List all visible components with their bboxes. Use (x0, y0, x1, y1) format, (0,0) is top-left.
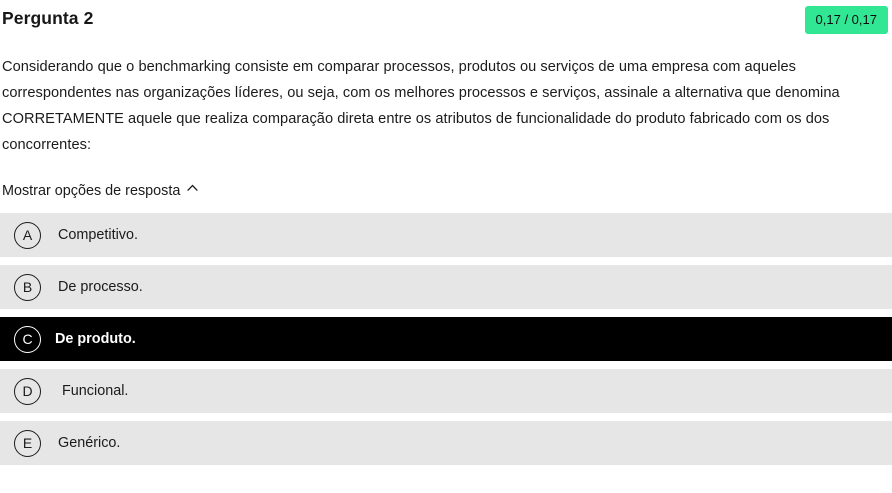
option-text: Genérico. (58, 435, 121, 451)
page-title: Pergunta 2 (2, 8, 94, 28)
option-text: Competitivo. (58, 227, 138, 243)
answer-options-list (0, 213, 892, 465)
option-letter: A (14, 222, 41, 249)
answer-option-c[interactable] (0, 317, 892, 361)
show-answer-options-toggle[interactable] (2, 183, 197, 199)
answer-option-a[interactable] (0, 213, 892, 257)
option-text: Funcional. (62, 383, 129, 399)
option-letter: C (14, 326, 41, 353)
answer-option-e[interactable] (0, 421, 892, 465)
option-text: De processo. (58, 279, 143, 295)
status-badge: 0,17 / 0,17 (805, 6, 888, 34)
option-letter: E (14, 430, 41, 457)
option-letter: D (14, 378, 41, 405)
answer-option-d[interactable] (0, 369, 892, 413)
option-text: De produto. (55, 331, 136, 347)
answer-option-b[interactable] (0, 265, 892, 309)
question-statement: Considerando que o benchmarking consiste em comparar processos, produtos ou serviços de uma empresa com aqueles correspondentes nas organizações líderes, ou seja, com os melhores processos e serviços, assinale a alternativa que denomina CORRETAMENTE aquele que realiza comparação direta entre os atributos de funcionalidade do produto fabricado com os dos concorrentes: (2, 59, 840, 153)
chevron-up-icon (187, 184, 197, 194)
show-answer-options-label: Mostrar opções de resposta (2, 183, 181, 199)
option-letter: B (14, 274, 41, 301)
question-header (0, 0, 892, 34)
